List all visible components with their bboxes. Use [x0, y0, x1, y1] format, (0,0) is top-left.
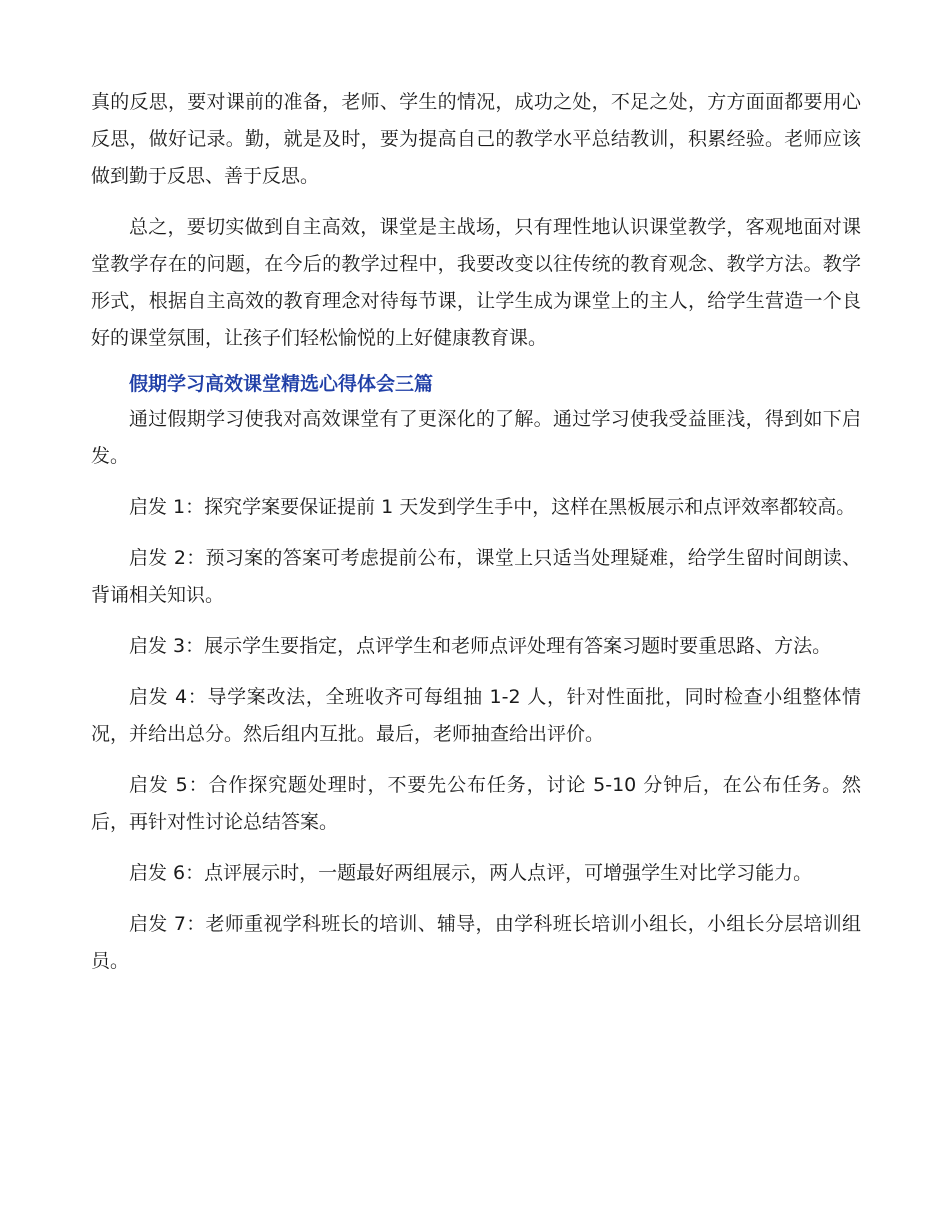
inspiration-item-7: 启发 7：老师重视学科班长的培训、辅导，由学科班长培训小组长，小组长分层培训组员。 [91, 913, 861, 972]
inspiration-item-1: 启发 1：探究学案要保证提前 1 天发到学生手中，这样在黑板展示和点评效率都较高。 [129, 496, 856, 518]
section-heading: 假期学习高效课堂精选心得体会三篇 [129, 373, 434, 395]
inspiration-item-5: 启发 5：合作探究题处理时，不要先公布任务，讨论 5-10 分钟后，在公布任务。然后，再针对性讨论总结答案。 [91, 774, 861, 833]
inspiration-item-6: 启发 6：点评展示时，一题最好两组展示，两人点评，可增强学生对比学习能力。 [129, 862, 813, 884]
inspiration-item-2: 启发 2：预习案的答案可考虑提前公布，课堂上只适当处理疑难，给学生留时间朗读、背诵相关知识。 [91, 547, 861, 606]
paragraph-summary: 总之，要切实做到自主高效，课堂是主战场，只有理性地认识课堂教学，客观地面对课堂教学存在的问题，在今后的教学过程中，我要改变以往传统的教育观念、教学方法。教学形式，根据自主高效的教育理念对待每节课，让学生成为课堂上的主人，给学生营造一个良好的课堂氛围，让孩子们轻松愉悦的上好健康教育课。 [91, 216, 861, 349]
paragraph-intro: 通过假期学习使我对高效课堂有了更深化的了解。通过学习使我受益匪浅，得到如下启发。 [91, 408, 861, 467]
paragraph-reflection: 真的反思，要对课前的准备，老师、学生的情况，成功之处，不足之处，方方面面都要用心反思，做好记录。勤，就是及时，要为提高自己的教学水平总结教训，积累经验。老师应该做到勤于反思、善于反思。 [91, 91, 861, 187]
inspiration-item-3: 启发 3：展示学生要指定，点评学生和老师点评处理有答案习题时要重思路、方法。 [129, 635, 832, 657]
document-page [91, 84, 861, 980]
inspiration-item-4: 启发 4：导学案改法，全班收齐可每组抽 1-2 人，针对性面批，同时检查小组整体情况，并给出总分。然后组内互批。最后，老师抽查给出评价。 [91, 686, 861, 745]
